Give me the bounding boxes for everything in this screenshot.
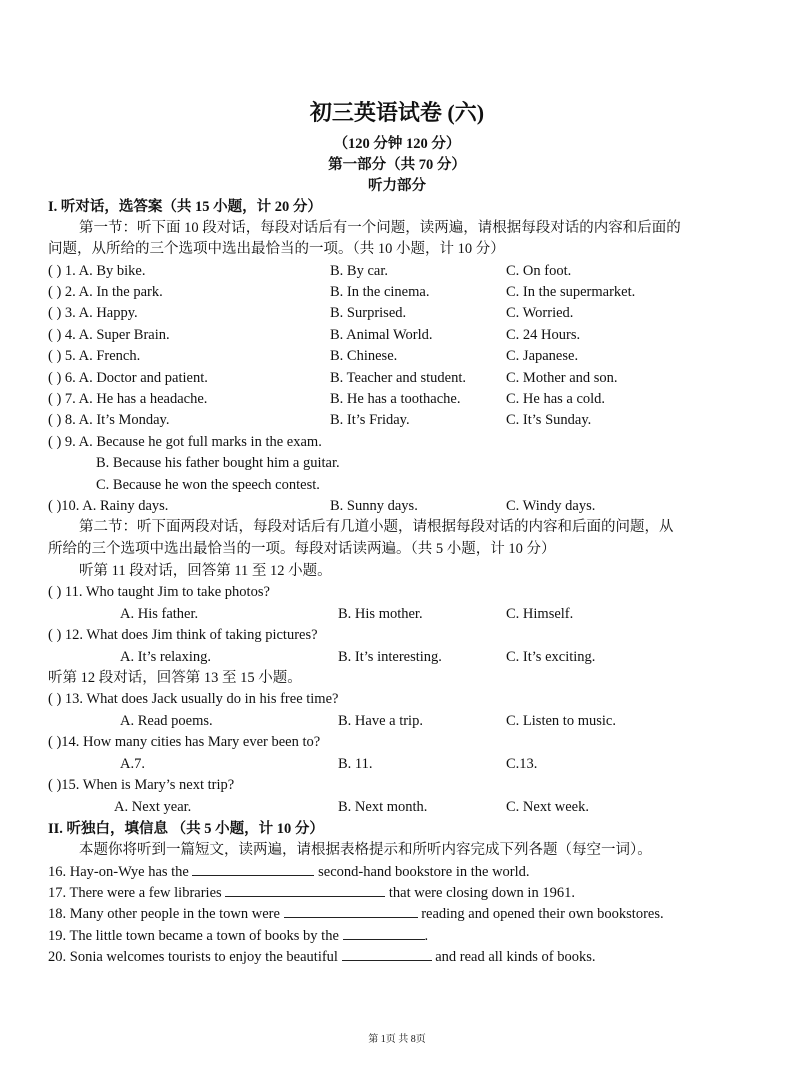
question-3: ( ) 3. A. Happy.	[48, 305, 138, 321]
question-3-option-c: C. Worried.	[506, 305, 574, 321]
section1-intro-line2: 问题，从所给的三个选项中选出最恰当的一项。（共 10 小题，计 10 分）	[48, 241, 505, 257]
question-14: ( )14. How many cities has Mary ever been to?	[48, 734, 321, 750]
question-13-option-b: B. Have a trip.	[338, 713, 423, 729]
blank-19[interactable]	[343, 927, 425, 940]
question-10-option-b: B. Sunny days.	[330, 498, 418, 514]
question-14-option-b: B. 11.	[338, 756, 373, 772]
sentence-16	[48, 863, 530, 881]
section1-heading: I. 听对话，选答案（共 15 小题，计 20 分）	[48, 199, 322, 215]
question-12-option-c: C. It’s exciting.	[506, 649, 596, 665]
question-4: ( ) 4. A. Super Brain.	[48, 327, 170, 343]
time-score: （120 分钟 120 分）	[333, 136, 461, 152]
question-2-option-c: C. In the supermarket.	[506, 284, 636, 300]
question-9-option-b: B. Because his father bought him a guitar.	[96, 455, 340, 471]
question-4-option-b: B. Animal World.	[330, 327, 433, 343]
question-12-option-a: A. It’s relaxing.	[120, 649, 212, 665]
sentence-18-end: reading and opened their own bookstores.	[417, 906, 664, 922]
question-10-option-c: C. Windy days.	[506, 498, 596, 514]
question-14-option-c: C.13.	[506, 756, 538, 772]
question-11-option-c: C. Himself.	[506, 606, 574, 622]
question-13-option-a: A. Read poems.	[120, 713, 213, 729]
question-15-option-a: A. Next year.	[114, 799, 192, 815]
question-14-option-a: A.7.	[120, 756, 145, 772]
question-9: ( ) 9. A. Because he got full marks in the exam.	[48, 434, 322, 450]
question-8-option-b: B. It’s Friday.	[330, 412, 410, 428]
sentence-18-start: 18. Many other people in the town were	[48, 906, 284, 922]
question-13: ( ) 13. What does Jack usually do in his free time?	[48, 691, 339, 707]
question-15-option-b: B. Next month.	[338, 799, 428, 815]
blank-16[interactable]	[192, 863, 314, 876]
section1-part2-intro-line1: 第二节：听下面两段对话，每段对话后有几道小题，请根据每段对话的内容和后面的问题，从	[79, 519, 674, 535]
sentence-19	[48, 927, 428, 945]
question-11: ( ) 11. Who taught Jim to take photos?	[48, 584, 270, 600]
section2-intro: 本题你将听到一篇短文，读两遍，请根据表格提示和所听内容完成下列各题（每空一词）。	[79, 842, 652, 858]
dialog-11-note: 听第 11 段对话，回答第 11 至 12 小题。	[79, 563, 332, 579]
question-11-option-a: A. His father.	[120, 606, 199, 622]
question-6: ( ) 6. A. Doctor and patient.	[48, 370, 208, 386]
question-5-option-c: C. Japanese.	[506, 348, 579, 364]
blank-20[interactable]	[342, 948, 432, 961]
question-13-option-c: C. Listen to music.	[506, 713, 616, 729]
question-8: ( ) 8. A. It’s Monday.	[48, 412, 170, 428]
question-12: ( ) 12. What does Jim think of taking pictures?	[48, 627, 318, 643]
question-1-option-b: B. By car.	[330, 263, 388, 279]
sentence-19-end: .	[424, 928, 429, 944]
sentence-17	[48, 884, 575, 902]
section1-intro-line1: 第一节：听下面 10 段对话，每段对话后有一个问题，读两遍，请根据每段对话的内容和后面的	[79, 220, 681, 236]
question-6-option-b: B. Teacher and student.	[330, 370, 467, 386]
question-9-option-c: C. Because he won the speech contest.	[96, 477, 320, 493]
part-one-heading: 第一部分（共 70 分）	[328, 157, 466, 173]
section2-heading: II. 听独白，填信息 （共 5 小题，计 10 分）	[48, 821, 324, 837]
blank-18[interactable]	[284, 905, 418, 918]
listening-heading: 听力部分	[368, 178, 426, 194]
dialog-12-note: 听第 12 段对话，回答第 13 至 15 小题。	[48, 670, 302, 686]
blank-17[interactable]	[225, 884, 385, 897]
question-12-option-b: B. It’s interesting.	[338, 649, 442, 665]
sentence-20	[48, 948, 595, 966]
page-title: 初三英语试卷 (六)	[309, 100, 485, 125]
sentence-20-end: and read all kinds of books.	[431, 949, 596, 965]
question-2: ( ) 2. A. In the park.	[48, 284, 163, 300]
question-11-option-b: B. His mother.	[338, 606, 423, 622]
question-1-option-c: C. On foot.	[506, 263, 572, 279]
question-6-option-c: C. Mother and son.	[506, 370, 618, 386]
sentence-20-start: 20. Sonia welcomes tourists to enjoy the beautiful	[48, 949, 342, 965]
sentence-16-end: second-hand bookstore in the world.	[314, 864, 530, 880]
sentence-17-end: that were closing down in 1961.	[385, 885, 575, 901]
question-7: ( ) 7. A. He has a headache.	[48, 391, 208, 407]
question-5: ( ) 5. A. French.	[48, 348, 141, 364]
question-10: ( )10. A. Rainy days.	[48, 498, 169, 514]
sentence-17-start: 17. There were a few libraries	[48, 885, 226, 901]
sentence-18	[48, 905, 664, 923]
question-15: ( )15. When is Mary’s next trip?	[48, 777, 235, 793]
page-footer: 第 1页 共 8页	[368, 1034, 426, 1045]
question-1: ( ) 1. A. By bike.	[48, 263, 146, 279]
sentence-16-start: 16. Hay-on-Wye has the	[48, 864, 193, 880]
question-7-option-b: B. He has a toothache.	[330, 391, 461, 407]
question-5-option-b: B. Chinese.	[330, 348, 398, 364]
question-7-option-c: C. He has a cold.	[506, 391, 606, 407]
question-4-option-c: C. 24 Hours.	[506, 327, 581, 343]
section1-part2-intro-line2: 所给的三个选项中选出最恰当的一项。每段对话读两遍。（共 5 小题，计 10 分）	[48, 541, 556, 557]
question-15-option-c: C. Next week.	[506, 799, 589, 815]
question-8-option-c: C. It’s Sunday.	[506, 412, 592, 428]
question-2-option-b: B. In the cinema.	[330, 284, 430, 300]
sentence-19-start: 19. The little town became a town of books by the	[48, 928, 343, 944]
question-3-option-b: B. Surprised.	[330, 305, 407, 321]
